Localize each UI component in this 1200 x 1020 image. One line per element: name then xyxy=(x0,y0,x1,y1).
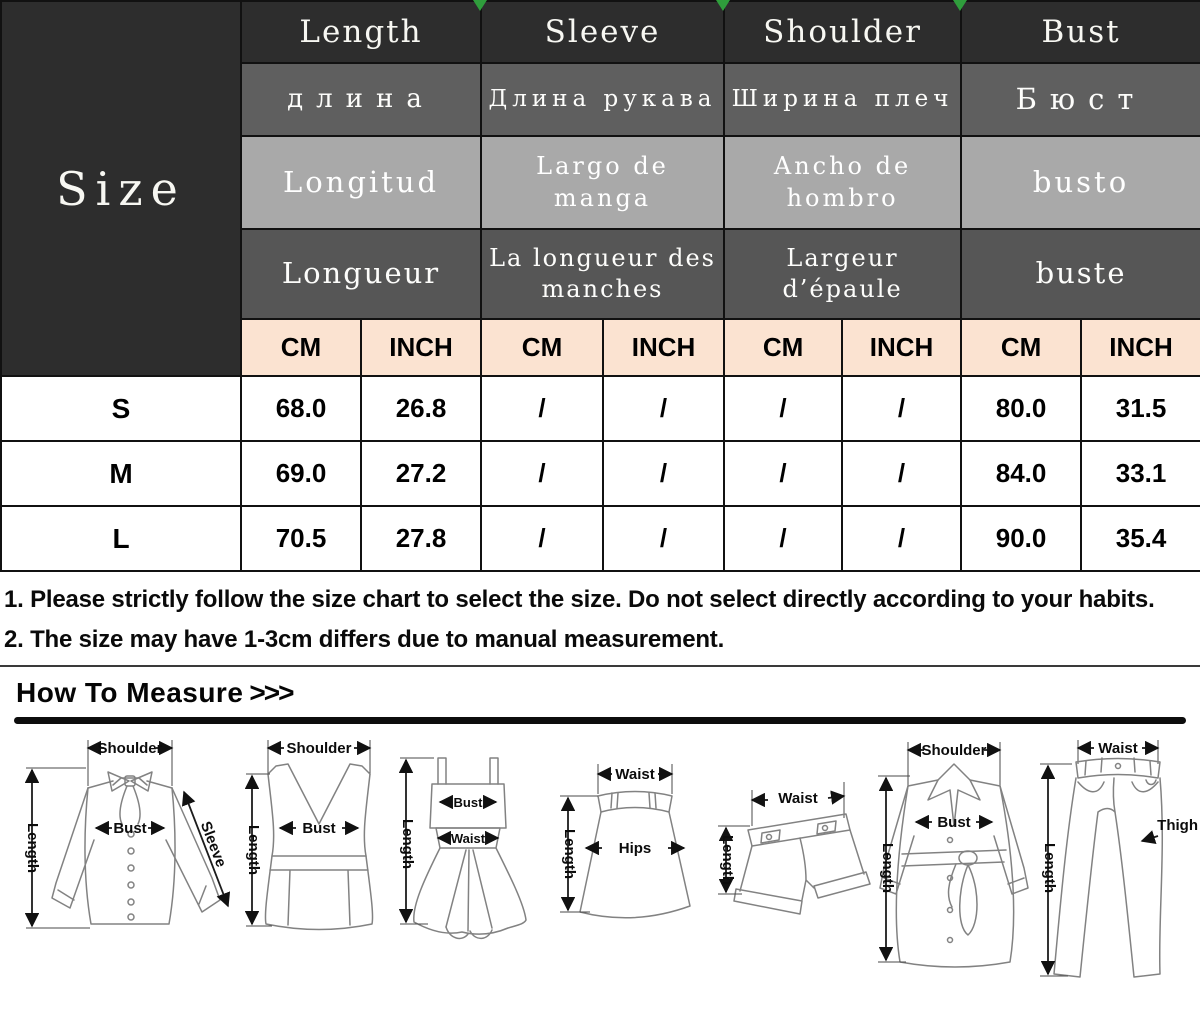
coat-bust-label: Bust xyxy=(937,813,971,831)
table-row-s xyxy=(1,376,1200,441)
table-row-l xyxy=(1,506,1200,571)
value-cell: 80.0 xyxy=(961,376,1081,441)
size-corner-label: Size xyxy=(1,1,241,376)
shorts-diagram xyxy=(718,782,870,914)
note-line-1: 1. Please strictly follow the size chart to select the size. Do not select directly according to your habits. xyxy=(4,586,1155,613)
unit-header-cell: CM xyxy=(481,319,603,376)
value-cell: / xyxy=(842,441,961,506)
dress-diagram xyxy=(399,758,526,938)
how-to-measure-heading xyxy=(0,667,1200,715)
jeans-thigh-label: Thigh xyxy=(1157,816,1198,834)
skirt-diagram xyxy=(560,764,690,918)
value-cell: / xyxy=(481,441,603,506)
size-notes xyxy=(0,572,1200,657)
header-length-fr: Longueur xyxy=(241,229,481,319)
blouse-shoulder-label: Shoulder xyxy=(97,739,163,757)
header-length-es: Longitud xyxy=(241,136,481,229)
value-cell: 35.4 xyxy=(1081,506,1200,571)
chevrons-icon: >>> xyxy=(249,676,293,708)
skirt-waist-label: Waist xyxy=(615,765,655,783)
size-label-cell: S xyxy=(1,376,241,441)
value-cell: / xyxy=(481,506,603,571)
green-triangle-icon xyxy=(473,0,487,11)
jeans-diagram xyxy=(1040,740,1198,977)
unit-header-cell: INCH xyxy=(361,319,481,376)
header-sleeve-ru: Длина рукава xyxy=(481,63,724,136)
header-shoulder-fr: Largeur d’épaule xyxy=(724,229,961,319)
value-cell: 33.1 xyxy=(1081,441,1200,506)
header-length-en: Length xyxy=(241,1,481,63)
value-cell: / xyxy=(724,376,842,441)
value-cell: 90.0 xyxy=(961,506,1081,571)
table-row-m xyxy=(1,441,1200,506)
dress-waist-label: Waist xyxy=(450,830,486,846)
dress-bust-label: Bust xyxy=(453,794,483,810)
header-bust-fr: buste xyxy=(961,229,1200,319)
unit-header-cell: INCH xyxy=(603,319,724,376)
tank-shoulder-label: Shoulder xyxy=(286,739,352,757)
size-label-cell: M xyxy=(1,441,241,506)
value-cell: 31.5 xyxy=(1081,376,1200,441)
header-bust-es: busto xyxy=(961,136,1200,229)
tank-bust-label: Bust xyxy=(302,819,336,837)
green-triangle-icon xyxy=(953,0,967,11)
blouse-sleeve-label: Sleeve xyxy=(196,818,230,870)
shorts-waist-label: Waist xyxy=(778,789,818,807)
value-cell: / xyxy=(842,506,961,571)
unit-header-cell: CM xyxy=(241,319,361,376)
coat-diagram xyxy=(878,742,1028,967)
value-cell: / xyxy=(724,506,842,571)
value-cell: 68.0 xyxy=(241,376,361,441)
blouse-length-label: Length xyxy=(24,822,41,873)
header-shoulder-ru: Ширина плеч xyxy=(724,63,961,136)
header-shoulder-es: Ancho de hombro xyxy=(724,136,961,229)
header-length-ru: длина xyxy=(241,63,481,136)
unit-header-cell: CM xyxy=(724,319,842,376)
size-label-cell: L xyxy=(1,506,241,571)
header-bust-en: Bust xyxy=(961,1,1200,63)
value-cell: / xyxy=(603,376,724,441)
value-cell: / xyxy=(603,441,724,506)
coat-shoulder-label: Shoulder xyxy=(921,741,987,759)
value-cell: 70.5 xyxy=(241,506,361,571)
how-to-measure-diagrams xyxy=(0,728,1200,986)
heading-underline-bar xyxy=(14,717,1186,724)
header-shoulder-en: Shoulder xyxy=(724,1,961,63)
skirt-length-label: Length xyxy=(561,828,578,879)
value-cell: 69.0 xyxy=(241,441,361,506)
blouse-diagram xyxy=(24,740,230,928)
note-line-2: 2. The size may have 1-3cm differs due to manual measurement. xyxy=(4,626,725,654)
header-bust-ru: Бюст xyxy=(961,63,1200,136)
coat-length-label: Length xyxy=(879,842,896,893)
jeans-waist-label: Waist xyxy=(1098,739,1138,757)
value-cell: / xyxy=(481,376,603,441)
value-cell: 27.2 xyxy=(361,441,481,506)
unit-header-cell: INCH xyxy=(1081,319,1200,376)
tank-top-diagram xyxy=(245,740,373,930)
value-cell: 26.8 xyxy=(361,376,481,441)
value-cell: 27.8 xyxy=(361,506,481,571)
blouse-bust-label: Bust xyxy=(113,819,147,837)
header-sleeve-fr: La longueur des manches xyxy=(481,229,724,319)
header-sleeve-es: Largo de manga xyxy=(481,136,724,229)
tank-length-label: Length xyxy=(245,824,262,875)
value-cell: / xyxy=(724,441,842,506)
jeans-length-label: Length xyxy=(1041,842,1058,893)
value-cell: / xyxy=(603,506,724,571)
unit-header-cell: INCH xyxy=(842,319,961,376)
heading-text: How To Measure xyxy=(16,676,244,708)
unit-header-cell: CM xyxy=(961,319,1081,376)
value-cell: / xyxy=(842,376,961,441)
green-triangle-icon xyxy=(716,0,730,11)
skirt-hips-label: Hips xyxy=(618,839,652,857)
header-sleeve-en: Sleeve xyxy=(481,1,724,63)
dress-length-label: Length xyxy=(399,818,416,869)
value-cell: 84.0 xyxy=(961,441,1081,506)
shorts-length-label: Length xyxy=(719,834,736,885)
